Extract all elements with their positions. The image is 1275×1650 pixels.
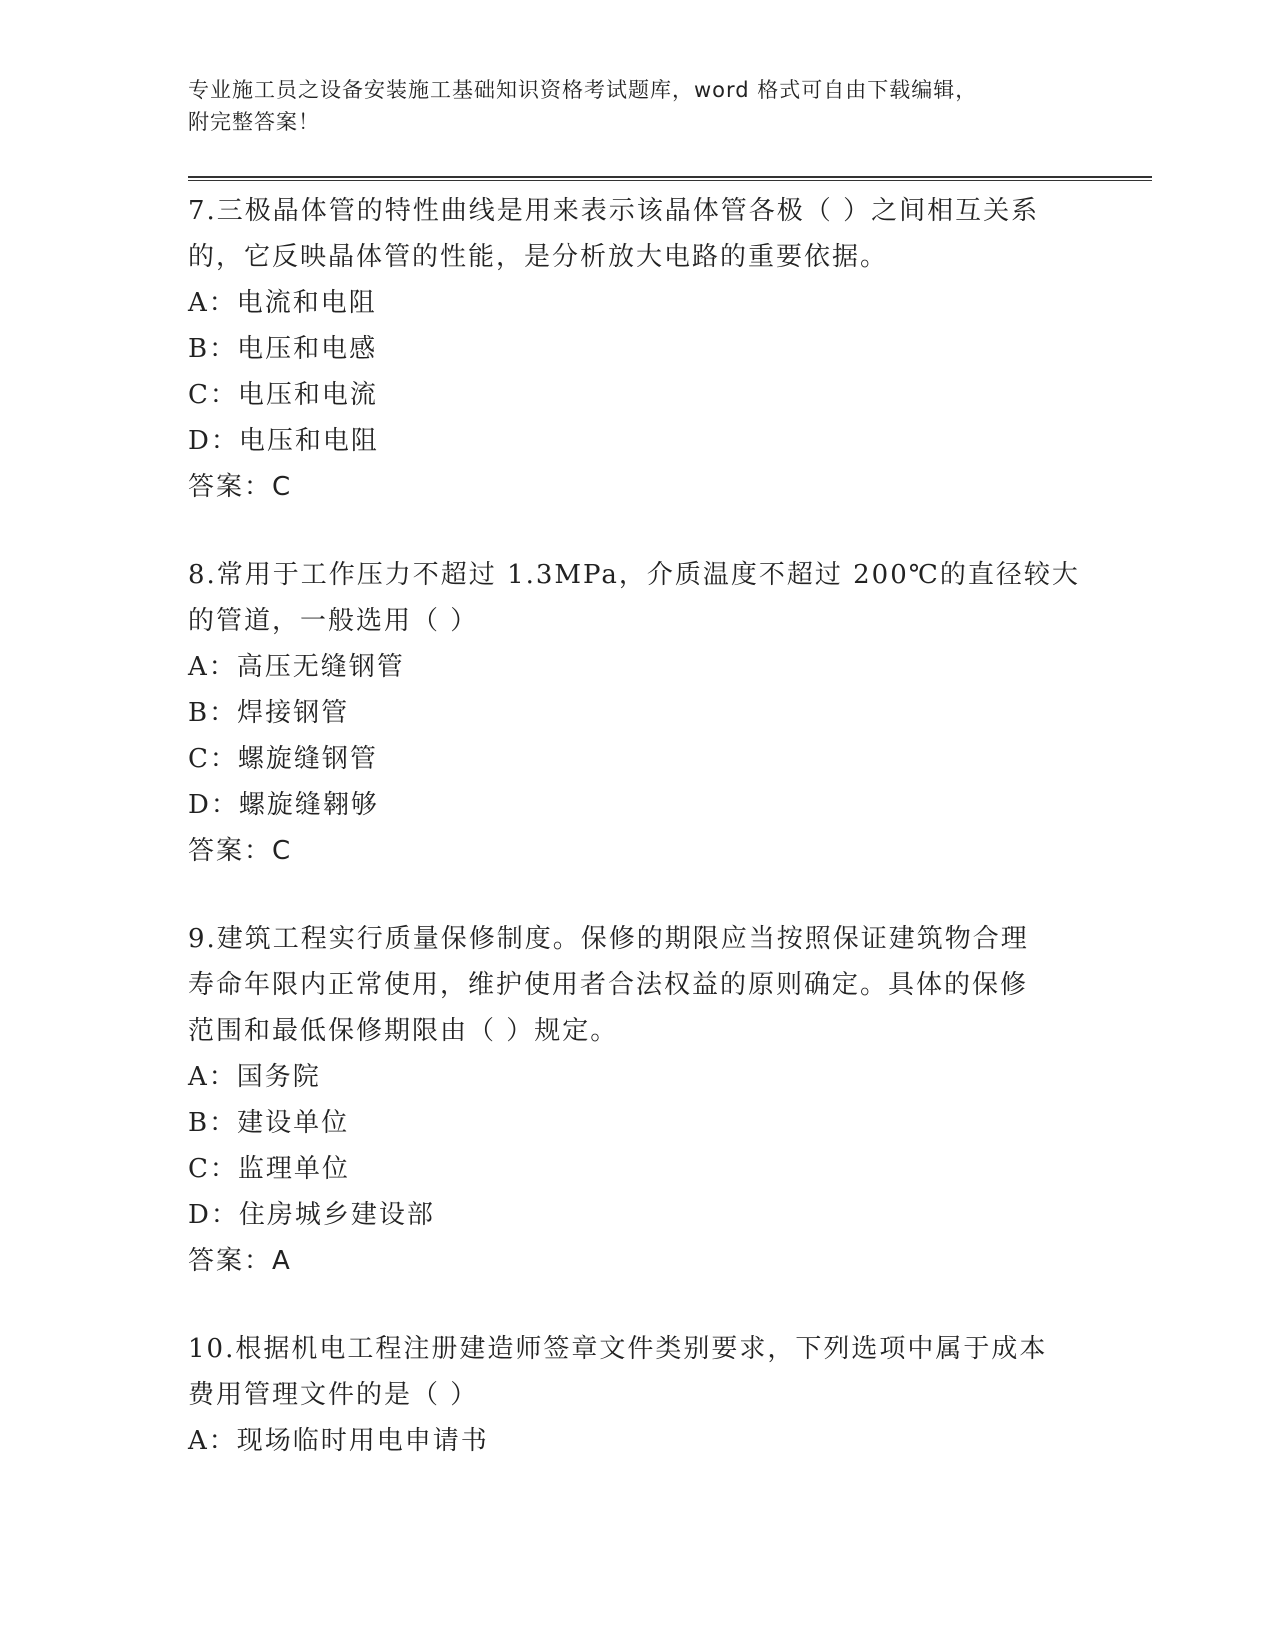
option-c: C：螺旋缝钢管 [188, 744, 378, 774]
answer-line: 答案：C [188, 836, 293, 866]
option-d: D：电压和电阻 [188, 426, 379, 456]
option-d: D：住房城乡建设部 [188, 1200, 435, 1230]
option-c: C：电压和电流 [188, 380, 378, 410]
question-stem: 8.常用于工作压力不超过 1.3MPa，介质温度不超过 200℃的直径较大 [188, 560, 1080, 590]
option-a: A：国务院 [188, 1062, 321, 1092]
question-stem: 的管道，一般选用（ ） [188, 606, 479, 636]
question-stem: 9.建筑工程实行质量保修制度。保修的期限应当按照保证建筑物合理 [188, 924, 1029, 954]
option-b: B：电压和电感 [188, 334, 378, 364]
document-header [188, 74, 1068, 138]
question-stem: 费用管理文件的是（ ） [188, 1380, 479, 1410]
question-list [188, 188, 1088, 1506]
question-stem: 范围和最低保修期限由（ ）规定。 [188, 1016, 619, 1046]
question-stem: 寿命年限内正常使用，维护使用者合法权益的原则确定。具体的保修 [188, 970, 1029, 1000]
question-stem: 7.三极晶体管的特性曲线是用来表示该晶体管各极（ ）之间相互关系 [188, 196, 1040, 226]
question-9 [188, 916, 1088, 1284]
header-line-1: 专业施工员之设备安装施工基础知识资格考试题库，word 格式可自由下载编辑， [188, 78, 978, 102]
question-stem: 10.根据机电工程注册建造师签章文件类别要求，下列选项中属于成本 [188, 1334, 1048, 1364]
question-10 [188, 1326, 1088, 1464]
option-d: D：螺旋缝翱够 [188, 790, 379, 820]
header-line-2: 附完整答案！ [188, 110, 320, 134]
answer-line: 答案：C [188, 472, 293, 502]
header-divider [188, 176, 1152, 181]
option-b: B：建设单位 [188, 1108, 350, 1138]
question-7 [188, 188, 1088, 510]
option-a: A：现场临时用电申请书 [188, 1426, 489, 1456]
question-stem: 的，它反映晶体管的性能，是分析放大电路的重要依据。 [188, 242, 889, 272]
question-8 [188, 552, 1088, 874]
option-a: A：高压无缝钢管 [188, 652, 405, 682]
option-c: C：监理单位 [188, 1154, 350, 1184]
option-a: A：电流和电阻 [188, 288, 377, 318]
option-b: B：焊接钢管 [188, 698, 350, 728]
answer-line: 答案：A [188, 1246, 292, 1276]
